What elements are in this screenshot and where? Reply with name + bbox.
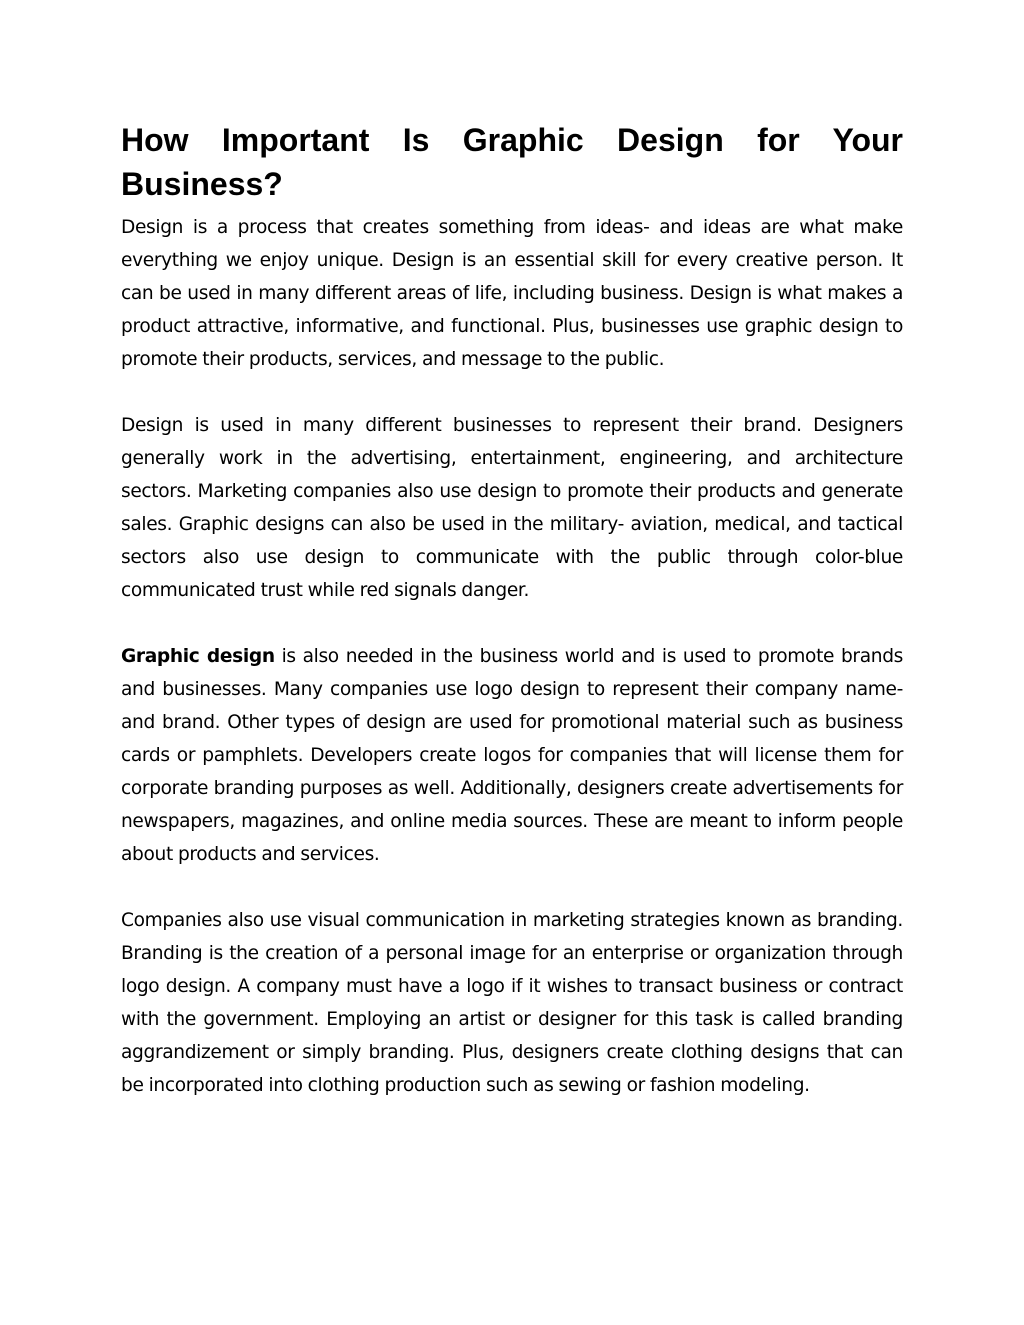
document-title: How Important Is Graphic Design for Your Business? <box>121 122 903 202</box>
paragraph-4: Companies also use visual communication in marketing strategies known as branding. Branding is the creation of a personal image for an enterprise or organization through logo design. A company must have a logo if it wishes to transact business or contract with the government. Employing an artist or designer for this task is called branding aggrandizement or simply branding. Plus, designers create clothing designs that can be incorporated into clothing production such as sewing or fashion modeling. <box>121 910 903 1096</box>
graphic-design-bold-lead: Graphic design <box>121 646 275 667</box>
paragraph-3 <box>121 640 903 871</box>
document-page <box>121 118 903 1135</box>
paragraph-3-text: is also needed in the business world and is used to promote brands and businesses. Many companies use logo design to represent their company name- and brand. Other types of design are used for promotional material such as business cards or pamphlets. Developers create logos for companies that will license them for corporate branding purposes as well. Additionally, designers create advertisements for newspapers, magazines, and online media sources. These are meant to inform people about products and services. <box>121 646 903 865</box>
paragraph-1: Design is a process that creates something from ideas- and ideas are what make everything we enjoy unique. Design is an essential skill for every creative person. It can be used in many different areas of life, including business. Design is what makes a product attractive, informative, and functional. Plus, businesses use graphic design to promote their products, services, and message to the public. <box>121 217 903 370</box>
paragraph-2: Design is used in many different businesses to represent their brand. Designers generally work in the advertising, entertainment, engineering, and architecture sectors. Marketing companies also use design to promote their products and generate sales. Graphic designs can also be used in the military- aviation, medical, and tactical sectors also use design to communicate with the public through color-blue communicated trust while red signals danger. <box>121 415 903 601</box>
